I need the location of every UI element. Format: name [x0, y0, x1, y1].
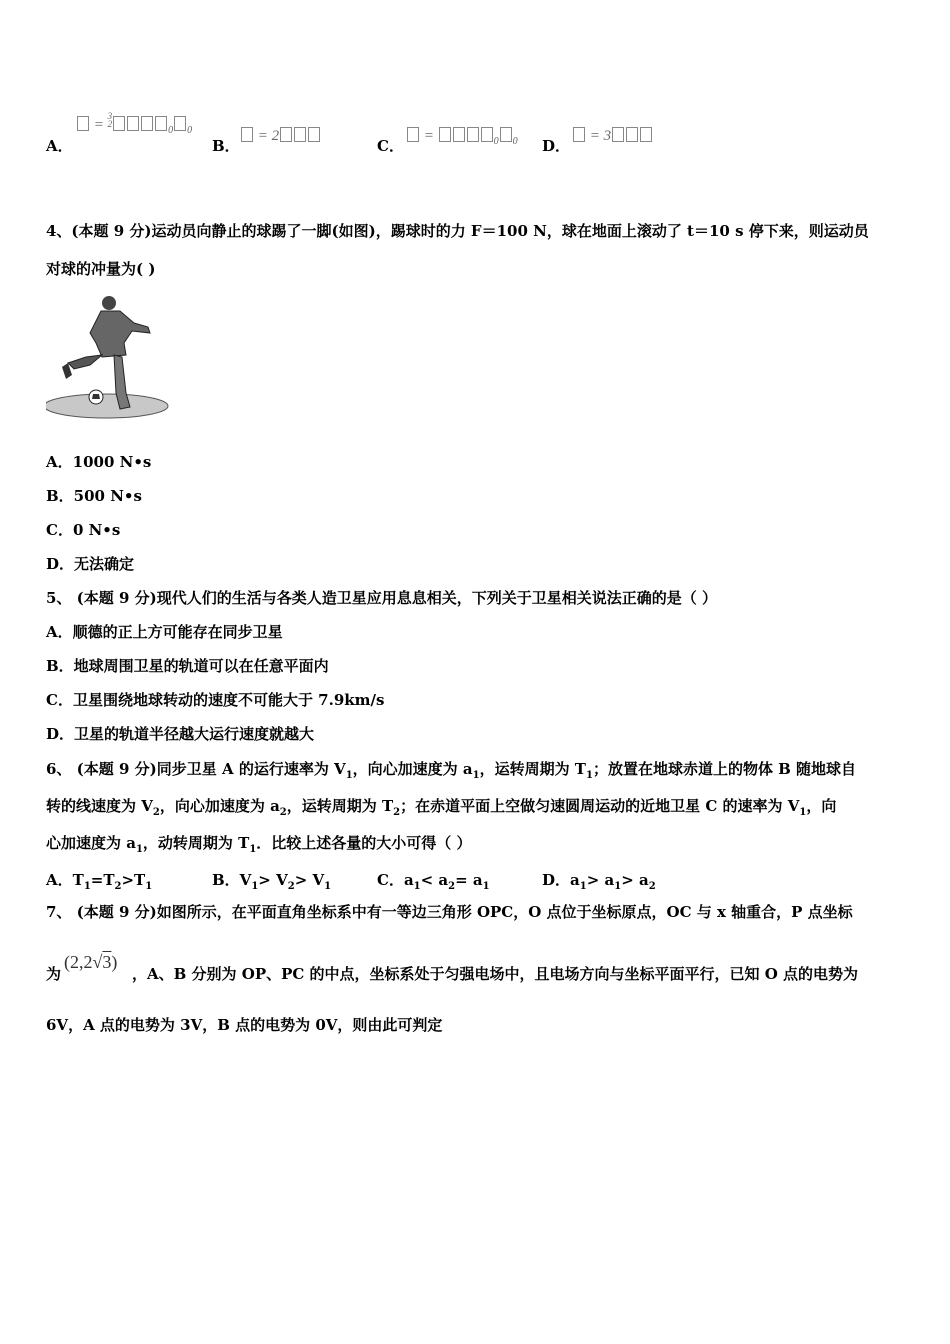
q6-option-a: A．$T_1=T_2>T_1$: [46, 871, 153, 892]
q4-option-c: C．0 N•s: [46, 521, 121, 539]
q6-stem-line1: 6、 (本题 9 分)同步卫星 A 的运行速率为 $V_1$，向心加速度为 $a_1$，运转周期为 $T_1$；放置在地球赤道上的物体 B 随地球自: [46, 760, 857, 781]
q7-stem-line2: ，A、B 分别为 OP、PC 的中点，坐标系处于匀强电场中，且电场方向与坐标平面平行，已知 O 点的电势为: [132, 965, 859, 983]
option-c-formula: = $_0$ $_0$: [406, 127, 518, 147]
q6-option-d: D．$a_1> a_1> a_2$: [542, 871, 656, 892]
q6-option-b: B．$V_1> V_2> V_1$: [212, 871, 332, 892]
q7-prefix: 为: [46, 965, 62, 983]
q7-stem-line3: 6V，A 点的电势为 3V，B 点的电势为 0V，则由此可判定: [46, 1016, 443, 1034]
q6-option-c: C．$a_1< a_2= a_1$: [377, 871, 490, 892]
q7-coordinate-expression: (2,2√3): [64, 952, 118, 972]
q5-option-c: C．卫星围绕地球转动的速度不可能大于 7.9km/s: [46, 691, 385, 709]
q4-option-d: D．无法确定: [46, 555, 135, 573]
q4-stem-line1: 4、(本题 9 分)运动员向静止的球踢了一脚(如图)，踢球时的力 F＝100 N，球在地面上滚动了 t＝10 s 停下来，则运动员: [46, 222, 869, 240]
q5-stem: 5、 (本题 9 分)现代人们的生活与各类人造卫星应用息息相关，下列关于卫星相关说法正确的是（ ）: [46, 589, 717, 607]
q6-stem-line3: 心加速度为 $a_1$，动转周期为 $T_1$．比较上述各量的大小可得（ ）: [46, 834, 472, 855]
q4-option-b: B．500 N•s: [46, 487, 142, 505]
option-b-label: B．: [212, 137, 240, 155]
soccer-player-illustration: [46, 293, 172, 423]
q5-option-a: A．顺德的正上方可能存在同步卫星: [46, 623, 283, 641]
q5-option-d: D．卫星的轨道半径越大运行速度就越大: [46, 725, 315, 743]
q4-option-a: A．1000 N•s: [46, 453, 152, 471]
q5-option-b: B．地球周围卫星的轨道可以在任意平面内: [46, 657, 329, 675]
option-c-label: C．: [377, 137, 404, 155]
q6-stem-line2: 转的线速度为 $V_2$，向心加速度为 $a_2$，运转周期为 $T_2$；在赤道平面上空做匀速圆周运动的近地卫星 C 的速率为 $V_1$，向: [46, 797, 837, 818]
q4-stem-line2: 对球的冲量为( ): [46, 260, 156, 278]
option-d-formula: = 3: [572, 127, 653, 145]
option-a-formula: = 3 $2_0$ $_0$: [76, 112, 192, 136]
q7-stem-line1: 7、 (本题 9 分)如图所示，在平面直角坐标系中有一等边三角形 OPC，O 点位于坐标原点，OC 与 x 轴重合，P 点坐标: [46, 903, 853, 921]
option-a-label: A．: [46, 137, 73, 155]
option-d-label: D．: [542, 137, 571, 155]
option-b-formula: = 2: [240, 127, 321, 145]
